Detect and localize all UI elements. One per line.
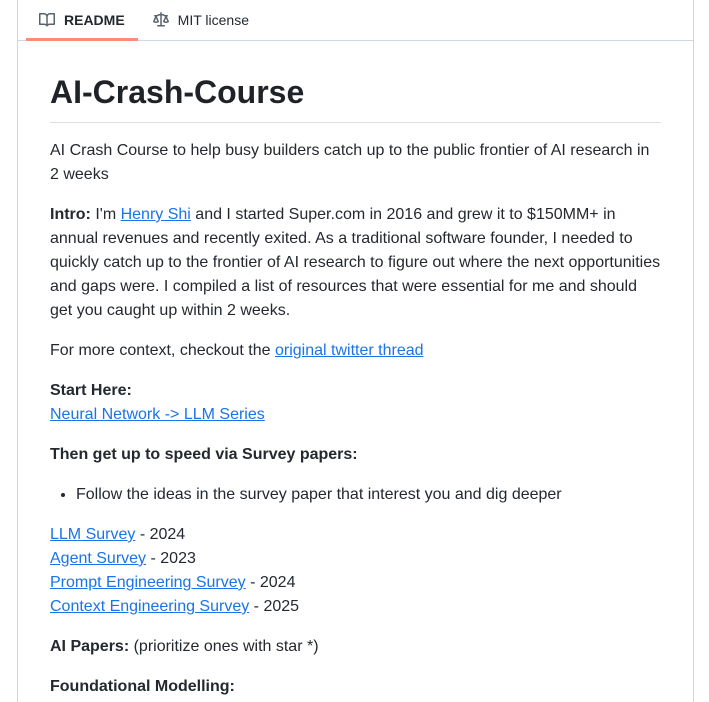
start-here-paragraph [50,379,661,427]
intro-label: Intro: [50,206,91,223]
prompt-engineering-survey-link[interactable]: Prompt Engineering Survey [50,574,246,591]
agent-survey-link[interactable]: Agent Survey [50,550,147,567]
tab-readme[interactable] [25,0,139,40]
readme-title: AI-Crash-Course [50,72,661,123]
context-paragraph [50,339,661,363]
tab-readme-label: README [64,12,125,28]
list-item: • Follow the ideas in the survey paper that interest you and dig deeper [76,483,661,507]
ai-papers-label: AI Papers: [50,638,130,655]
ai-papers-note: (prioritize ones with star *) [129,638,319,655]
foundational-modelling-label: Foundational Modelling: [50,678,235,695]
context-engineering-survey-year: - 2025 [249,598,300,615]
survey-heading-label: Then get up to speed via Survey papers: [50,446,358,463]
summary-paragraph: AI Crash Course to help busy builders catch up to the public frontier of AI research in 2 weeks [50,142,650,183]
survey-heading [50,443,661,467]
readme-content [18,41,693,702]
book-icon [39,12,55,28]
twitter-thread-link[interactable]: original twitter thread [275,342,424,359]
prompt-engineering-survey-year: - 2024 [245,574,296,591]
neural-network-llm-series-link[interactable]: Neural Network -> LLM Series [50,406,265,423]
intro-paragraph [50,203,661,323]
llm-survey-year: - 2024 [135,526,186,543]
start-here-label: Start Here: [50,382,132,399]
survey-links-paragraph [50,523,661,619]
law-icon [153,12,169,28]
agent-survey-year: - 2023 [146,550,196,567]
context-engineering-survey-link[interactable]: Context Engineering Survey [50,598,250,615]
tab-mit-license-label: MIT license [177,12,249,28]
readme-tab-bar [18,0,693,41]
readme-card [17,0,694,702]
llm-survey-link[interactable]: LLM Survey [50,526,136,543]
foundational-modelling-heading [50,675,661,699]
ai-papers-paragraph [50,635,661,659]
context-text: For more context, checkout the [50,342,275,359]
henry-shi-link[interactable]: Henry Shi [120,206,191,223]
intro-text-post: and I started Super.com in 2016 and grew it to $150MM+ in annual revenues and recently exited. As a traditional software founder, I needed to quickly catch up to the frontier of AI research to figure out where the next opportunities and gaps were. I compiled a list of resources that were essential for me and should get you caught up within 2 weeks. [50,206,661,319]
tab-mit-license[interactable] [139,0,263,40]
intro-text-pre: I'm [90,206,121,223]
survey-tips-list [50,483,661,507]
